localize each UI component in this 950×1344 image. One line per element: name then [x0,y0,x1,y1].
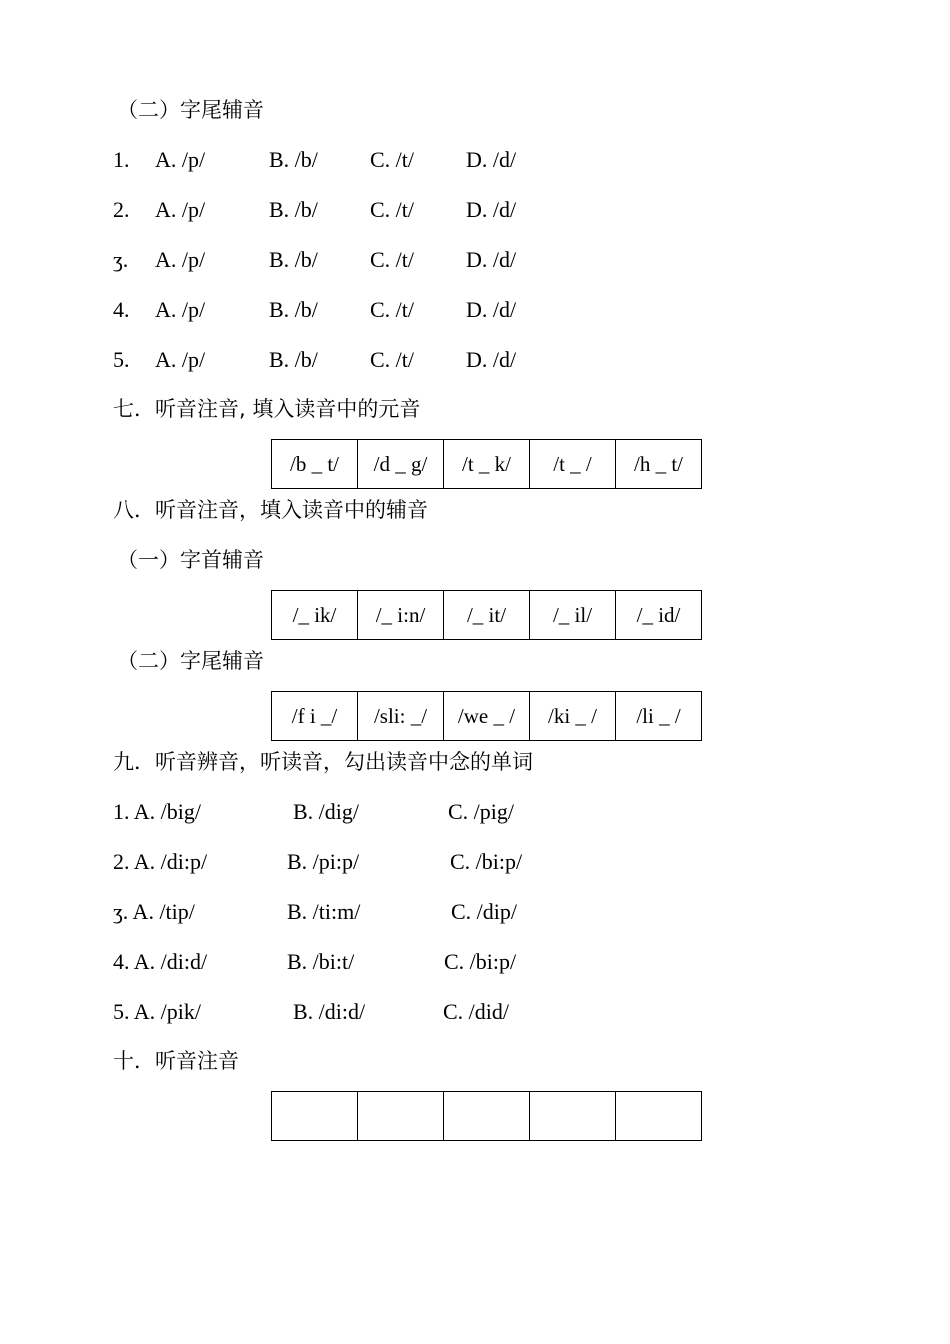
option-a[interactable]: A. /p/ [155,297,206,322]
section-subheading: （一）字首辅音 [117,548,264,572]
initial-consonant-table [271,590,702,640]
option-b[interactable]: B. /bi:t/ [287,949,355,974]
option-c[interactable]: C. /did/ [443,999,510,1024]
table-cell[interactable]: /_ id/ [616,591,702,640]
option-b[interactable]: B. /b/ [269,347,318,372]
answer-table [271,1091,702,1141]
question-row [113,899,813,925]
option-d[interactable]: D. /d/ [466,197,517,222]
table-cell[interactable]: /_ it/ [444,591,530,640]
option-b[interactable]: B. /dig/ [293,799,360,824]
option-c[interactable]: C. /bi:p/ [450,849,523,874]
option-a[interactable]: 2. A. /di:p/ [113,849,208,874]
option-c[interactable]: C. /dip/ [451,899,518,924]
table-row [272,440,702,489]
question-row [113,197,813,223]
section-heading-7: 七．听音注音, 填入读音中的元音 [113,397,421,421]
option-c[interactable]: C. /t/ [370,347,415,372]
option-b[interactable]: B. /b/ [269,247,318,272]
table-cell[interactable]: /h _ t/ [616,440,702,489]
question-number: 4. [113,297,130,322]
option-c[interactable]: C. /t/ [370,197,415,222]
option-c[interactable]: C. /bi:p/ [444,949,517,974]
option-d[interactable]: D. /d/ [466,147,517,172]
section-heading-10: 十．听音注音 [113,1049,239,1073]
option-b[interactable]: B. /ti:m/ [287,899,361,924]
question-row [113,147,813,173]
table-row [272,692,702,741]
section-subheading: （二）字尾辅音 [117,649,264,673]
option-a[interactable]: 1. A. /big/ [113,799,202,824]
table-cell[interactable]: /we _ / [444,692,530,741]
table-cell[interactable] [358,1092,444,1141]
table-cell[interactable]: /ki _ / [530,692,616,741]
section-heading-8: 八．听音注音，填入读音中的辅音 [113,498,428,522]
section-subheading: （二）字尾辅音 [117,98,264,122]
table-cell[interactable] [444,1092,530,1141]
question-row [113,799,813,825]
option-d[interactable]: D. /d/ [466,297,517,322]
table-cell[interactable]: /t _ k/ [444,440,530,489]
question-number: 2. [113,197,130,222]
vowel-fill-table [271,439,702,489]
question-row [113,297,813,323]
question-row [113,949,813,975]
final-consonant-table [271,691,702,741]
table-cell[interactable]: /_ i:n/ [358,591,444,640]
option-c[interactable]: C. /pig/ [448,799,515,824]
table-cell[interactable]: /t _ / [530,440,616,489]
table-cell[interactable]: /f i _/ [272,692,358,741]
option-a[interactable]: A. /p/ [155,247,206,272]
option-a[interactable]: A. /p/ [155,197,206,222]
option-a[interactable]: 4. A. /di:d/ [113,949,208,974]
question-row [113,347,813,373]
question-number: ʒ. [113,247,129,272]
option-b[interactable]: B. /b/ [269,297,318,322]
option-d[interactable]: D. /d/ [466,247,517,272]
question-row [113,849,813,875]
option-a[interactable]: A. /p/ [155,147,206,172]
option-b[interactable]: B. /b/ [269,147,318,172]
option-a[interactable]: ʒ. A. /tip/ [113,899,195,924]
option-b[interactable]: B. /di:d/ [293,999,366,1024]
option-a[interactable]: A. /p/ [155,347,206,372]
table-row [272,1092,702,1141]
option-b[interactable]: B. /b/ [269,197,318,222]
table-cell[interactable]: /sli: _/ [358,692,444,741]
table-cell[interactable]: /_ ik/ [272,591,358,640]
question-number: 1. [113,147,130,172]
option-b[interactable]: B. /pi:p/ [287,849,360,874]
section-heading-9: 九．听音辨音，听读音，勾出读音中念的单词 [113,750,533,774]
table-cell[interactable]: /d _ g/ [358,440,444,489]
table-cell[interactable]: /_ il/ [530,591,616,640]
question-row [113,247,813,273]
question-number: 5. [113,347,130,372]
table-cell[interactable]: /b _ t/ [272,440,358,489]
question-row [113,999,813,1025]
table-cell[interactable] [272,1092,358,1141]
table-row [272,591,702,640]
option-c[interactable]: C. /t/ [370,247,415,272]
option-c[interactable]: C. /t/ [370,297,415,322]
option-d[interactable]: D. /d/ [466,347,517,372]
option-c[interactable]: C. /t/ [370,147,415,172]
table-cell[interactable]: /li _ / [616,692,702,741]
table-cell[interactable] [616,1092,702,1141]
table-cell[interactable] [530,1092,616,1141]
option-a[interactable]: 5. A. /pik/ [113,999,202,1024]
